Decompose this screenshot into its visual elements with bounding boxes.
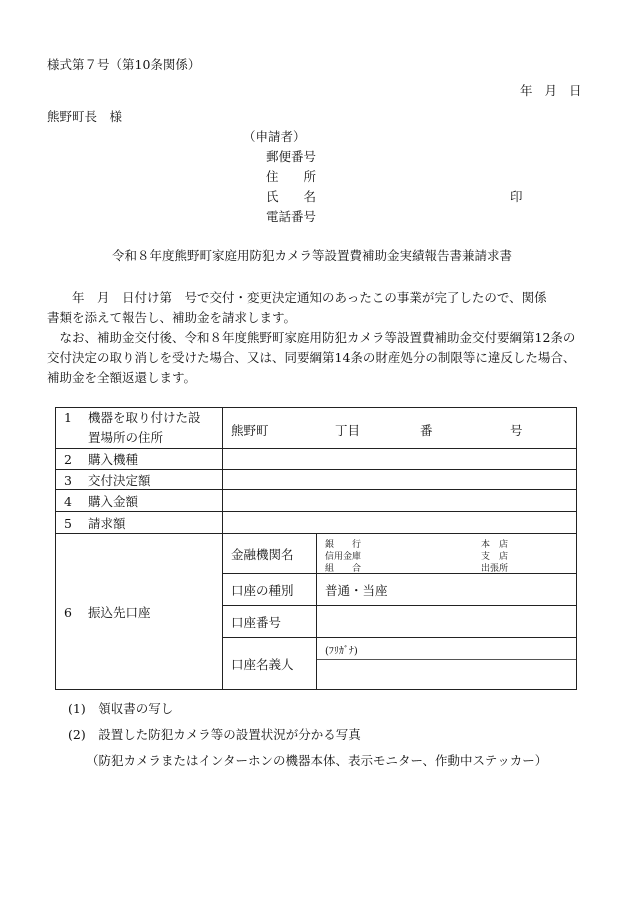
date-line — [520, 85, 582, 98]
addressee: 熊野町長 様 — [47, 109, 123, 124]
bank-type-1: 銀 行 — [325, 539, 362, 550]
address-value-cell[interactable] — [223, 408, 577, 449]
applicant-address-label: 住 所 — [266, 169, 317, 184]
address-label-cell — [56, 408, 223, 449]
address-label-line2: 置場所の住所 — [88, 430, 164, 445]
table-row-decided-amount — [56, 470, 577, 490]
address-ban: 番 — [420, 423, 433, 438]
address-go: 号 — [510, 423, 523, 438]
applicant-name-label: 氏 名 — [266, 189, 317, 204]
model-value-cell[interactable] — [223, 449, 577, 470]
form-number: 様式第７号（第10条関係） — [47, 57, 201, 72]
decided-amount-label: 交付決定額 — [88, 472, 151, 488]
bank-name-label: 金融機関名 — [223, 534, 317, 574]
row-number: 3 — [64, 472, 72, 488]
body-para2-line2: 交付決定の取り消しを受けた場合、又は、同要綱第14条の財産処分の制限等に違反した場合、 — [47, 350, 576, 365]
attachment-item-2: (2) 設置した防犯カメラ等の設置状況が分かる写真 — [68, 727, 361, 742]
row-number: 4 — [64, 493, 72, 509]
table-row-purchase-amount — [56, 490, 577, 512]
account-holder-label: 口座名義人 — [223, 638, 317, 690]
bank-name-value-cell[interactable] — [317, 534, 577, 574]
table-row-model — [56, 449, 577, 470]
bank-type-3: 組 合 — [325, 563, 362, 574]
claim-amount-value-cell[interactable] — [223, 512, 577, 534]
address-town: 熊野町 — [231, 423, 269, 438]
account-type-label: 口座の種別 — [223, 574, 317, 606]
model-label: 購入機種 — [88, 452, 139, 467]
attachment-item-2-note: （防犯カメラまたはインターホンの機器本体、表示モニター、作動中ステッカー） — [86, 753, 548, 768]
furigana-label: (ﾌﾘｶﾞﾅ) — [325, 646, 358, 657]
body-para2-line3: 補助金を全額返還します。 — [47, 370, 197, 385]
account-holder-value-cell[interactable] — [317, 638, 577, 690]
row-number: 5 — [64, 515, 72, 531]
row-number: 1 — [64, 410, 72, 425]
applicant-seal: 印 — [510, 189, 523, 204]
table-row-bank — [56, 534, 577, 574]
body-para1-line2: 書類を添えて報告し、補助金を請求します。 — [47, 310, 297, 325]
purchase-amount-value-cell[interactable] — [223, 490, 577, 512]
account-type-value[interactable]: 普通・当座 — [317, 574, 577, 606]
document-title: 令和８年度熊野町家庭用防犯カメラ等設置費補助金実績報告書兼請求書 — [112, 248, 513, 263]
claim-amount-label: 請求額 — [88, 515, 126, 531]
account-number-value-cell[interactable] — [317, 606, 577, 638]
row-number: 6 — [64, 604, 72, 620]
account-label-cell — [56, 534, 223, 690]
branch-type-3: 出張所 — [481, 563, 509, 574]
branch-type-2: 支 店 — [481, 551, 509, 562]
branch-type-1: 本 店 — [481, 539, 509, 550]
applicant-phone-label: 電話番号 — [266, 209, 317, 224]
applicant-heading: （申請者） — [243, 129, 306, 144]
table-row-address — [56, 408, 577, 449]
date-year: 年 — [520, 83, 533, 98]
address-chome: 丁目 — [335, 423, 361, 438]
applicant-postal-label: 郵便番号 — [266, 149, 317, 164]
body-para2-line1: なお、補助金交付後、令和８年度熊野町家庭用防犯カメラ等設置費補助金交付要綱第12条の — [47, 330, 576, 345]
report-table — [55, 407, 577, 690]
account-number-label: 口座番号 — [223, 606, 317, 638]
row-number: 2 — [64, 452, 72, 467]
body-para1-line1: 年 月 日付け第 号で交付・変更決定通知のあったこの事業が完了したので、関係 — [47, 290, 547, 305]
date-day: 日 — [569, 83, 582, 98]
attachment-item-1: (1) 領収書の写し — [68, 701, 174, 716]
bank-type-2: 信用金庫 — [325, 551, 362, 562]
decided-amount-value-cell[interactable] — [223, 470, 577, 490]
purchase-amount-label: 購入金額 — [88, 493, 139, 509]
date-month: 月 — [544, 83, 558, 98]
body-text — [47, 288, 587, 388]
table-row-claim-amount — [56, 512, 577, 534]
address-label-line1: 機器を取り付けた設 — [88, 410, 201, 425]
account-label: 振込先口座 — [88, 604, 151, 620]
